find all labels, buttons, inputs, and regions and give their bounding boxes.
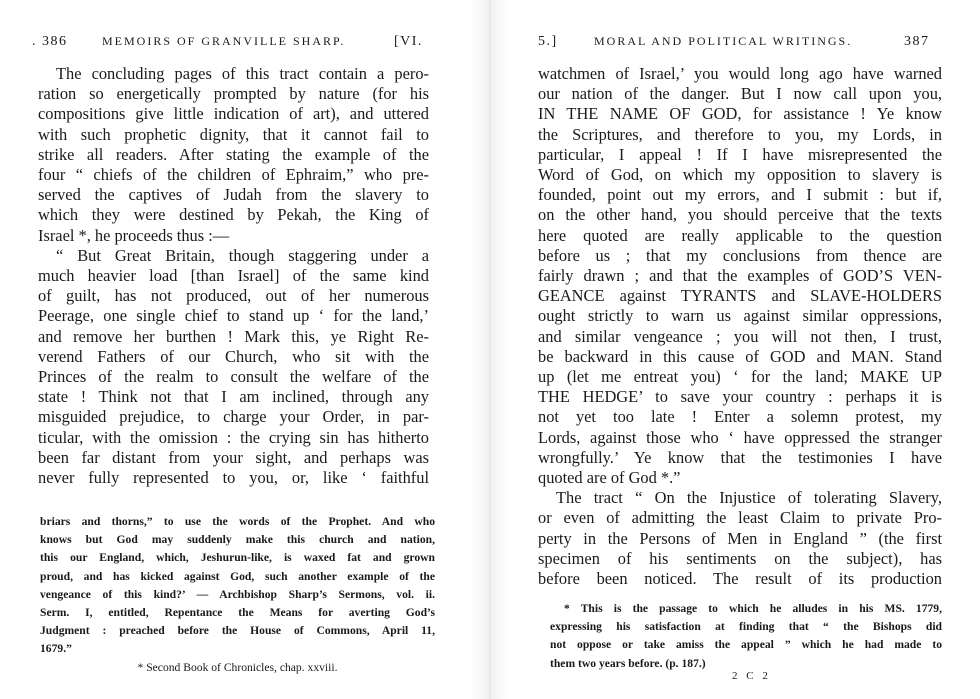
text-line: verend Fathers of our Church, who sit with the [38,346,429,366]
footnote-line: Serm. I, entitled, Repentance the Means for averting God’s [40,606,435,620]
text-line: here quoted are really applicable to the question [538,225,942,245]
text-line: strike all readers. After stating the example of the [38,144,429,164]
text-line: compositions give little indication of art), and uttered [38,104,429,124]
text-line: founded, point out my errors, and I submit : but if, [538,185,942,205]
text-line: our nation of the danger. But I now call upon you, [538,84,942,104]
text-line: specimen of his sentiments on the subject), has [538,548,942,568]
text-line: Princes of the realm to consult the welfare of the [38,367,429,387]
text-line: up (let me entreat you) ‘ for the land; MAKE UP [538,367,942,387]
right-footnote [550,600,942,673]
left-footnote [40,513,435,677]
footnote-line: proud, and has kicked against God, such another example of the [40,569,435,583]
left-body-text [38,64,429,488]
text-line: Lords, against those who ‘ have oppressed the stranger [538,427,942,447]
text-line: or even of admitting the least Claim to private Pro- [538,508,942,528]
text-line: be backward in this cause of GOD and MAN. Stand [538,346,942,366]
text-line: state ! Think not that I am inclined, through any [38,387,429,407]
footnote-line: briars and thorns,” to use the words of the Prophet. And who [40,515,435,528]
text-line: misguided prejudice, to charge your Order, in par- [38,407,429,427]
text-line: fairly drawn ; and that the examples of GOD’S VEN- [538,266,942,286]
text-line: served the captives of Judah from the slavery to [38,185,429,205]
signature-mark: 2 C 2 [732,670,771,682]
text-line: The tract “ On the Injustice of tolerating Slavery, [556,488,942,508]
text-line: never fully represented to you, or, like ‘ faithful [38,468,429,488]
text-line: the Scriptures, and therefore to you, my Lords, in [538,124,942,144]
text-line: quoted are of God *.” [538,468,681,488]
text-line: with such prophetic dignity, that it cannot fail to [38,124,429,144]
text-line: four “ chiefs of the children of Ephraim,” who pre- [38,165,429,185]
text-line: ought strictly to warn us against similar oppressions, [538,306,942,326]
text-line: wrongfully.’ Ye know that the testimonies I have [538,447,942,467]
text-line: IN THE NAME OF GOD, for assistance ! Ye know [538,104,942,124]
left-page [0,0,470,699]
footnote-line: expressing his satisfaction at finding that “ the Bishops did [550,620,942,634]
footnote-line: 1679.” [40,642,72,656]
text-line: The concluding pages of this tract contain a pero- [56,64,429,83]
text-line: perty in the Persons of Men in England ” (the first [538,528,942,548]
text-line: much heavier load [than Israel] of the same kind [38,266,429,286]
text-line: GEANCE against TYRANTS and SLAVE-HOLDERS [538,286,942,306]
text-line: Peerage, one single chief to stand up ‘ for the land,’ [38,306,429,326]
footnote-line: knows but God may suddenly make this church and nation, [40,533,435,547]
right-body-text [538,64,942,589]
text-line: particular, I appeal ! If I have misrepresented the [538,144,942,164]
right-running-title: MORAL AND POLITICAL WRITINGS. [594,34,853,48]
text-line: and similar vengeance ; you will not then, I trust, [538,326,942,346]
text-line: ration so energetically prompted by nature (for his [38,84,429,104]
left-page-number: . 386 [32,34,68,49]
text-line: watchmen of Israel,’ you would long ago have warned [538,64,942,83]
right-page-number: 387 [904,34,930,49]
right-section-marker: 5.] [538,34,558,49]
text-line: “ But Great Britain, though staggering under a [56,245,429,265]
text-line: on the other hand, you should perceive that the texts [538,205,942,225]
footnote-line: them two years before. (p. 187.) [550,656,706,670]
right-page [510,0,980,699]
text-line: Word of God, on which my opposition to slavery is [538,165,942,185]
text-line: not yet too late ! Enter a solemn protest, my [538,407,942,427]
left-section-marker: [VI. [394,34,423,49]
footnote-star: * Second Book of Chronicles, chap. xxviii. [137,660,338,674]
text-line: which they were destined by Pekah, the King of [38,205,429,225]
text-line: been far distant from your sight, and perhaps was [38,447,429,467]
left-running-title: MEMOIRS OF GRANVILLE SHARP. [102,34,346,48]
text-line: THE HEDGE’ to save your country : perhaps it is [538,387,942,407]
footnote-line: not oppose or take amiss the appeal ” which he had made to [550,638,942,652]
text-line: before us ; that my conclusions from thence are [538,245,942,265]
book-gutter [470,0,510,699]
text-line: ticular, with the omission : the crying sin has hitherto [38,427,429,447]
footnote-line: * This is the passage to which he alludes in his MS. 1779, [564,602,942,615]
text-line: of guilt, has not produced, out of her numerous [38,286,429,306]
footnote-line: this our England, which, Jeshurun-like, is waxed fat and grown [40,551,435,565]
text-line: and remove her burthen ! Mark this, ye Right Re- [38,326,429,346]
text-line: Israel *, he proceeds thus :— [38,225,230,245]
text-line: before been noticed. The result of its production [538,569,942,589]
footnote-line: Judgment : preached before the House of Commons, April 11, [40,624,435,638]
footnote-line: vengeance of this kind?’ — Archbishop Sharp’s Sermons, vol. ii. [40,587,435,601]
